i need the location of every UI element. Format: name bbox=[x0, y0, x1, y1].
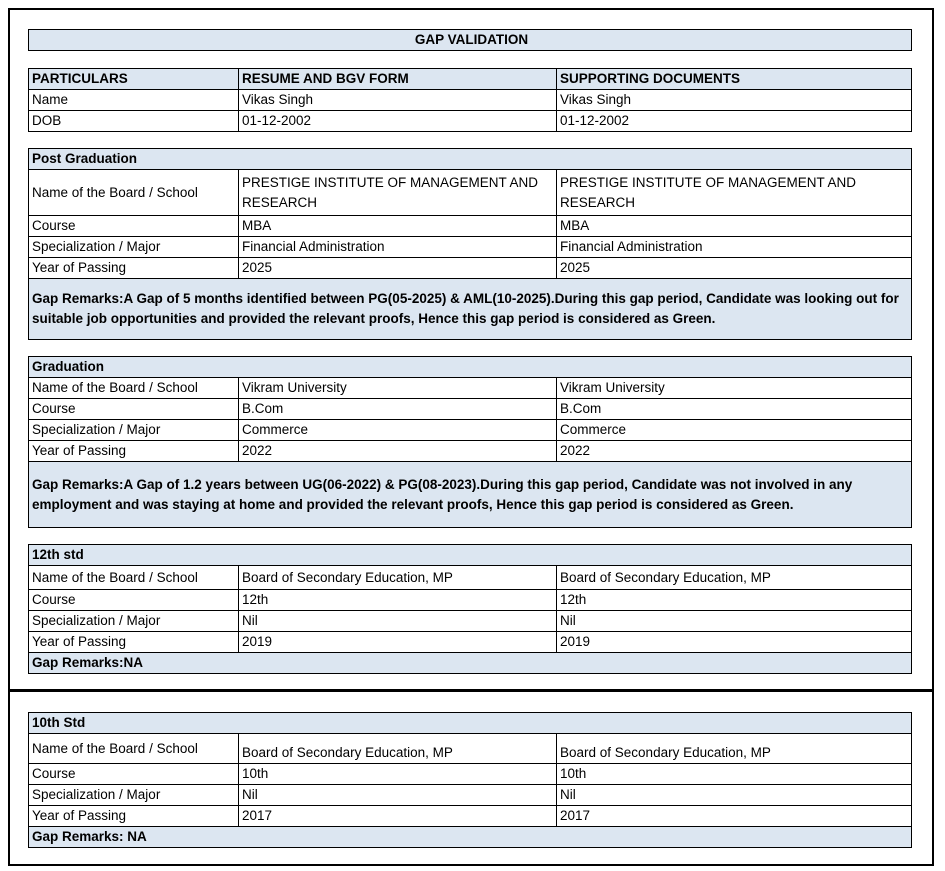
gap-validation-title-table bbox=[28, 29, 912, 51]
table-row bbox=[29, 441, 912, 462]
row-label: Name bbox=[29, 90, 239, 111]
row-label: Year of Passing bbox=[29, 806, 239, 827]
resume-value: 2017 bbox=[239, 806, 557, 827]
resume-value: Vikram University bbox=[239, 378, 557, 399]
col-header-supporting: SUPPORTING DOCUMENTS bbox=[557, 69, 912, 90]
row-label: Course bbox=[29, 399, 239, 420]
docs-value: Board of Secondary Education, MP bbox=[557, 566, 912, 590]
table-row bbox=[29, 111, 912, 132]
table-row bbox=[29, 611, 912, 632]
docs-value: 2022 bbox=[557, 441, 912, 462]
docs-value: MBA bbox=[557, 216, 912, 237]
table-row bbox=[29, 420, 912, 441]
table-row bbox=[29, 590, 912, 611]
docs-value: 12th bbox=[557, 590, 912, 611]
particulars-table bbox=[28, 68, 912, 132]
row-label: Year of Passing bbox=[29, 632, 239, 653]
section-heading: Graduation bbox=[29, 357, 912, 378]
row-label: Course bbox=[29, 764, 239, 785]
table-row bbox=[29, 734, 912, 764]
docs-value: Financial Administration bbox=[557, 237, 912, 258]
table-row bbox=[29, 237, 912, 258]
graduation-table bbox=[28, 356, 912, 528]
gap-remarks: Gap Remarks:NA bbox=[29, 653, 912, 674]
row-label: Specialization / Major bbox=[29, 237, 239, 258]
resume-value: Nil bbox=[239, 785, 557, 806]
docs-value: 2025 bbox=[557, 258, 912, 279]
section-heading: Post Graduation bbox=[29, 149, 912, 170]
row-label: Name of the Board / School bbox=[29, 378, 239, 399]
table-row bbox=[29, 170, 912, 216]
resume-value: 01-12-2002 bbox=[239, 111, 557, 132]
table-row bbox=[29, 90, 912, 111]
table-row bbox=[29, 258, 912, 279]
docs-value: Board of Secondary Education, MP bbox=[557, 734, 912, 764]
resume-value: Commerce bbox=[239, 420, 557, 441]
row-label: Specialization / Major bbox=[29, 611, 239, 632]
row-label: Name of the Board / School bbox=[29, 170, 239, 216]
row-label: Specialization / Major bbox=[29, 785, 239, 806]
table-row bbox=[29, 806, 912, 827]
resume-value: B.Com bbox=[239, 399, 557, 420]
docs-value: Nil bbox=[557, 611, 912, 632]
resume-value: Vikas Singh bbox=[239, 90, 557, 111]
resume-value: Board of Secondary Education, MP bbox=[239, 734, 557, 764]
row-label: Year of Passing bbox=[29, 441, 239, 462]
row-label: Course bbox=[29, 590, 239, 611]
docs-value: 01-12-2002 bbox=[557, 111, 912, 132]
docs-value: 2019 bbox=[557, 632, 912, 653]
docs-value: 10th bbox=[557, 764, 912, 785]
row-label: Name of the Board / School bbox=[29, 734, 239, 764]
docs-value: 2017 bbox=[557, 806, 912, 827]
docs-value: B.Com bbox=[557, 399, 912, 420]
row-label: Specialization / Major bbox=[29, 420, 239, 441]
resume-value: Nil bbox=[239, 611, 557, 632]
resume-value: 2019 bbox=[239, 632, 557, 653]
table-row bbox=[29, 632, 912, 653]
tenth-table bbox=[28, 712, 912, 848]
row-label: Course bbox=[29, 216, 239, 237]
table-row bbox=[29, 785, 912, 806]
row-label: DOB bbox=[29, 111, 239, 132]
resume-value: PRESTIGE INSTITUTE OF MANAGEMENT AND RESEARCH bbox=[239, 170, 557, 216]
table-row bbox=[29, 216, 912, 237]
row-label: Year of Passing bbox=[29, 258, 239, 279]
gap-remarks: Gap Remarks:A Gap of 1.2 years between UG(06-2022) & PG(08-2023).During this gap period, Candidate was not involved in any employment and was staying at home and provided the relevant proofs, Hence this gap period is considered as Green. bbox=[29, 462, 912, 528]
twelfth-table bbox=[28, 544, 912, 674]
table-row bbox=[29, 378, 912, 399]
post-graduation-table bbox=[28, 148, 912, 340]
section-heading: 10th Std bbox=[29, 713, 912, 734]
resume-value: 2022 bbox=[239, 441, 557, 462]
gap-remarks: Gap Remarks: NA bbox=[29, 827, 912, 848]
col-header-particulars: PARTICULARS bbox=[29, 69, 239, 90]
table-row bbox=[29, 399, 912, 420]
resume-value: 10th bbox=[239, 764, 557, 785]
table-row bbox=[29, 566, 912, 590]
resume-value: Board of Secondary Education, MP bbox=[239, 566, 557, 590]
section-heading: 12th std bbox=[29, 545, 912, 566]
gap-remarks: Gap Remarks:A Gap of 5 months identified between PG(05-2025) & AML(10-2025).During this gap period, Candidate was looking out for suitable job opportunities and provided the relevant proofs, Hence this gap period is considered as Green. bbox=[29, 279, 912, 340]
docs-value: Nil bbox=[557, 785, 912, 806]
resume-value: MBA bbox=[239, 216, 557, 237]
resume-value: 12th bbox=[239, 590, 557, 611]
resume-value: Financial Administration bbox=[239, 237, 557, 258]
docs-value: PRESTIGE INSTITUTE OF MANAGEMENT AND RESEARCH bbox=[557, 170, 912, 216]
page-title: GAP VALIDATION bbox=[29, 30, 912, 51]
resume-value: 2025 bbox=[239, 258, 557, 279]
row-label: Name of the Board / School bbox=[29, 566, 239, 590]
col-header-resume: RESUME AND BGV FORM bbox=[239, 69, 557, 90]
table-row bbox=[29, 764, 912, 785]
docs-value: Commerce bbox=[557, 420, 912, 441]
docs-value: Vikas Singh bbox=[557, 90, 912, 111]
docs-value: Vikram University bbox=[557, 378, 912, 399]
